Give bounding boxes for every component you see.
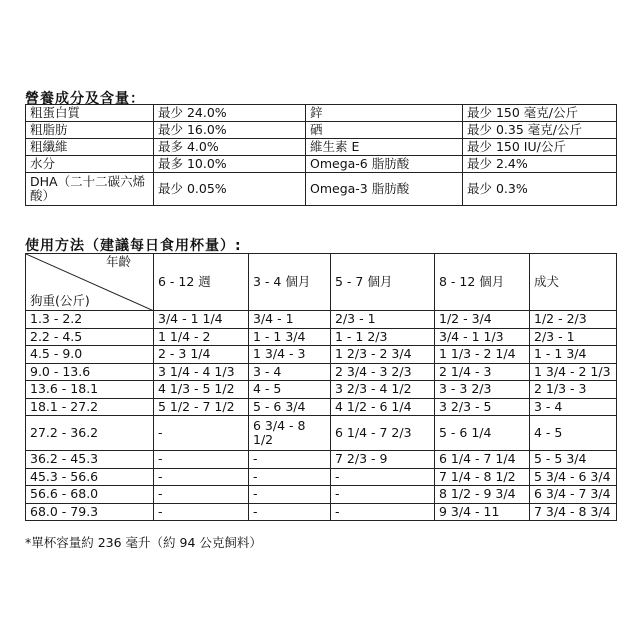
cup-amount-cell: 6 1/4 - 7 2/3 bbox=[331, 416, 435, 451]
nutrient-value: 最少 0.3% bbox=[463, 173, 617, 206]
cup-amount-cell: - bbox=[249, 468, 331, 486]
cup-amount-cell: 4 - 5 bbox=[249, 381, 331, 399]
cup-amount-cell: 3 - 4 bbox=[530, 398, 617, 416]
cup-amount-cell: 4 1/2 - 6 1/4 bbox=[331, 398, 435, 416]
cup-amount-cell: 5 1/2 - 7 1/2 bbox=[154, 398, 249, 416]
age-header: 成犬 bbox=[530, 254, 617, 311]
cup-amount-cell: 1 - 1 3/4 bbox=[249, 328, 331, 346]
nutrient-value: 最少 0.35 毫克/公斤 bbox=[463, 122, 617, 139]
cup-amount-cell: 7 3/4 - 8 3/4 bbox=[530, 503, 617, 521]
cup-amount-cell: 6 1/4 - 7 1/4 bbox=[435, 451, 530, 469]
weight-range-cell: 2.2 - 4.5 bbox=[26, 328, 154, 346]
cup-amount-cell: 1 1/4 - 2 bbox=[154, 328, 249, 346]
nutrient-value: 最少 16.0% bbox=[154, 122, 306, 139]
cup-amount-cell: 3 - 3 2/3 bbox=[435, 381, 530, 399]
cup-amount-cell: 1 3/4 - 2 1/3 bbox=[530, 363, 617, 381]
cup-amount-cell: - bbox=[249, 451, 331, 469]
cup-amount-cell: 4 - 5 bbox=[530, 416, 617, 451]
table-row bbox=[26, 416, 617, 451]
weight-range-cell: 4.5 - 9.0 bbox=[26, 346, 154, 364]
nutrient-value: 最少 150 IU/公斤 bbox=[463, 139, 617, 156]
cup-amount-cell: - bbox=[331, 503, 435, 521]
table-row bbox=[26, 381, 617, 399]
table-row bbox=[26, 486, 617, 504]
age-header: 6 - 12 週 bbox=[154, 254, 249, 311]
cup-volume-footnote: *單杯容量約 236 毫升（約 94 公克飼料） bbox=[25, 535, 262, 550]
nutrient-name: DHA（二十二碳六烯酸） bbox=[26, 173, 154, 206]
weight-range-cell: 13.6 - 18.1 bbox=[26, 381, 154, 399]
cup-amount-cell: 3 1/4 - 4 1/3 bbox=[154, 363, 249, 381]
corner-header bbox=[26, 254, 154, 311]
table-row bbox=[26, 311, 617, 329]
table-row bbox=[26, 328, 617, 346]
cup-amount-cell: 2/3 - 1 bbox=[331, 311, 435, 329]
dosage-table bbox=[25, 253, 617, 521]
nutrition-table bbox=[25, 104, 617, 206]
cup-amount-cell: 3/4 - 1 1/4 bbox=[154, 311, 249, 329]
table-row bbox=[26, 122, 617, 139]
nutrient-name: 粗脂肪 bbox=[26, 122, 154, 139]
cup-amount-cell: 5 - 6 3/4 bbox=[249, 398, 331, 416]
cup-amount-cell: 1 3/4 - 3 bbox=[249, 346, 331, 364]
age-header: 5 - 7 個月 bbox=[331, 254, 435, 311]
weight-label: 狗重(公斤) bbox=[30, 293, 90, 308]
nutrient-name: 粗纖維 bbox=[26, 139, 154, 156]
nutrient-name: 粗蛋白質 bbox=[26, 105, 154, 122]
cup-amount-cell: - bbox=[249, 503, 331, 521]
cup-amount-cell: 7 2/3 - 9 bbox=[331, 451, 435, 469]
table-row bbox=[26, 451, 617, 469]
cup-amount-cell: 3 2/3 - 4 1/2 bbox=[331, 381, 435, 399]
weight-range-cell: 18.1 - 27.2 bbox=[26, 398, 154, 416]
cup-amount-cell: 3/4 - 1 1/3 bbox=[435, 328, 530, 346]
age-header: 3 - 4 個月 bbox=[249, 254, 331, 311]
weight-range-cell: 1.3 - 2.2 bbox=[26, 311, 154, 329]
cup-amount-cell: 3 2/3 - 5 bbox=[435, 398, 530, 416]
nutrient-name: 維生素 E bbox=[306, 139, 463, 156]
cup-amount-cell: 1 1/3 - 2 1/4 bbox=[435, 346, 530, 364]
cup-amount-cell: 1 - 1 2/3 bbox=[331, 328, 435, 346]
cup-amount-cell: - bbox=[154, 416, 249, 451]
cup-amount-cell: - bbox=[154, 503, 249, 521]
table-row bbox=[26, 468, 617, 486]
cup-amount-cell: - bbox=[154, 468, 249, 486]
weight-range-cell: 9.0 - 13.6 bbox=[26, 363, 154, 381]
weight-range-cell: 36.2 - 45.3 bbox=[26, 451, 154, 469]
table-row bbox=[26, 363, 617, 381]
nutrient-value: 最多 10.0% bbox=[154, 156, 306, 173]
nutrition-heading: 營養成分及含量： bbox=[25, 91, 145, 107]
cup-amount-cell: - bbox=[154, 451, 249, 469]
nutrient-name: Omega-6 脂肪酸 bbox=[306, 156, 463, 173]
nutrient-value: 最少 0.05% bbox=[154, 173, 306, 206]
weight-range-cell: 56.6 - 68.0 bbox=[26, 486, 154, 504]
table-row bbox=[26, 346, 617, 364]
cup-amount-cell: 2/3 - 1 bbox=[530, 328, 617, 346]
cup-amount-cell: 3 - 4 bbox=[249, 363, 331, 381]
cup-amount-cell: 7 1/4 - 8 1/2 bbox=[435, 468, 530, 486]
cup-amount-cell: 2 1/4 - 3 bbox=[435, 363, 530, 381]
nutrient-value: 最少 2.4% bbox=[463, 156, 617, 173]
cup-amount-cell: 2 3/4 - 3 2/3 bbox=[331, 363, 435, 381]
cup-amount-cell: 3/4 - 1 bbox=[249, 311, 331, 329]
table-row bbox=[26, 503, 617, 521]
cup-amount-cell: 6 3/4 - 7 3/4 bbox=[530, 486, 617, 504]
table-row bbox=[26, 398, 617, 416]
weight-range-cell: 68.0 - 79.3 bbox=[26, 503, 154, 521]
table-row bbox=[26, 105, 617, 122]
cup-amount-cell: - bbox=[331, 468, 435, 486]
nutrient-name: Omega-3 脂肪酸 bbox=[306, 173, 463, 206]
age-header: 8 - 12 個月 bbox=[435, 254, 530, 311]
cup-amount-cell: 5 - 5 3/4 bbox=[530, 451, 617, 469]
nutrient-value: 最多 4.0% bbox=[154, 139, 306, 156]
table-row bbox=[26, 139, 617, 156]
cup-amount-cell: 9 3/4 - 11 bbox=[435, 503, 530, 521]
cup-amount-cell: 2 1/3 - 3 bbox=[530, 381, 617, 399]
weight-range-cell: 27.2 - 36.2 bbox=[26, 416, 154, 451]
cup-amount-cell: 2 - 3 1/4 bbox=[154, 346, 249, 364]
nutrient-value: 最少 150 毫克/公斤 bbox=[463, 105, 617, 122]
dosage-heading: 使用方法（建議每日食用杯量）: bbox=[25, 238, 242, 254]
nutrient-name: 鋅 bbox=[306, 105, 463, 122]
cup-amount-cell: 5 - 6 1/4 bbox=[435, 416, 530, 451]
weight-range-cell: 45.3 - 56.6 bbox=[26, 468, 154, 486]
dosage-body bbox=[26, 311, 617, 521]
nutrient-name: 水分 bbox=[26, 156, 154, 173]
table-row bbox=[26, 156, 617, 173]
cup-amount-cell: 8 1/2 - 9 3/4 bbox=[435, 486, 530, 504]
cup-amount-cell: 4 1/3 - 5 1/2 bbox=[154, 381, 249, 399]
age-label: 年齡 bbox=[105, 254, 131, 269]
cup-amount-cell: 1 2/3 - 2 3/4 bbox=[331, 346, 435, 364]
header-row bbox=[26, 254, 617, 311]
cup-amount-cell: - bbox=[249, 486, 331, 504]
nutrient-value: 最少 24.0% bbox=[154, 105, 306, 122]
cup-amount-cell: - bbox=[331, 486, 435, 504]
nutrient-name: 硒 bbox=[306, 122, 463, 139]
cup-amount-cell: 6 3/4 - 8 1/2 bbox=[249, 416, 331, 451]
cup-amount-cell: 1 - 1 3/4 bbox=[530, 346, 617, 364]
cup-amount-cell: 1/2 - 3/4 bbox=[435, 311, 530, 329]
cup-amount-cell: 5 3/4 - 6 3/4 bbox=[530, 468, 617, 486]
cup-amount-cell: - bbox=[154, 486, 249, 504]
cup-amount-cell: 1/2 - 2/3 bbox=[530, 311, 617, 329]
table-row bbox=[26, 173, 617, 206]
